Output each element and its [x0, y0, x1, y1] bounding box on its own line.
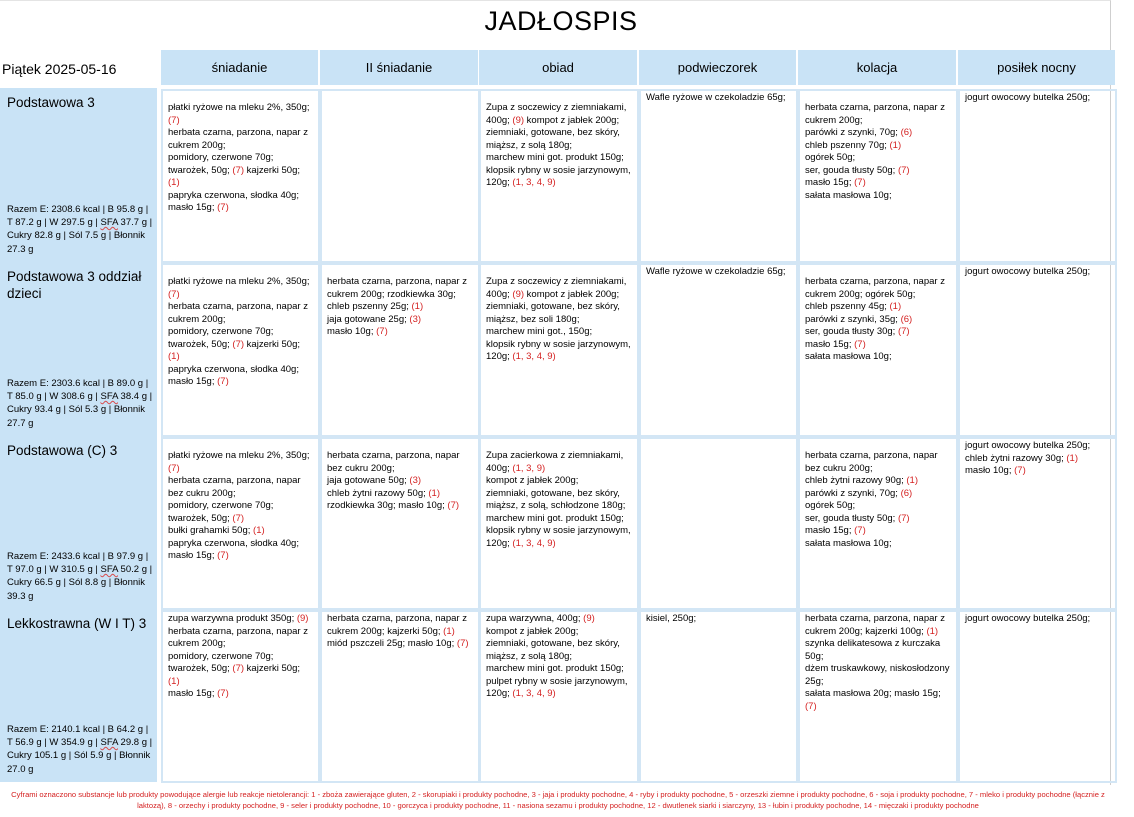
allergen-code: (7)	[232, 164, 245, 176]
allergen-code: (7)	[217, 688, 229, 699]
allergen-code: (1, 3, 9)	[512, 462, 546, 474]
menu-date: Piątek 2025-05-16	[2, 61, 117, 77]
menu-cell-posi-ek-nocny: jogurt owocowy butelka 250g;	[958, 263, 1117, 437]
menu-cell-obiad: zupa warzywna, 400g; (9) kompot z jabłek 200g; ziemniaki, gotowane, bez skóry, miąższ, z solą 180g; marchew mini got. produkt 150g; pulpet rybny w sosie jarzynowym, 120g; (1, 3, 4, 9)	[479, 610, 639, 783]
allergen-code: (1)	[168, 351, 180, 362]
allergen-code: (7)	[232, 663, 245, 674]
allergen-code: (1, 3, 4, 9)	[512, 537, 556, 549]
diet-header-podstawowa-c-3	[0, 436, 157, 609]
meal-header-kolacja: kolacja	[798, 50, 956, 85]
diet-nutrition-summary: Razem E: 2433.6 kcal | B 97.9 g | T 97.0 g | W 310.5 g | SFA 50.2 g | Cukry 66.5 g | Sól 8.8 g | Błonnik 39.3 g	[7, 550, 153, 602]
meal-header-obiad: obiad	[479, 50, 637, 85]
page-title: JADŁOSPIS	[484, 6, 638, 36]
diet-name: Podstawowa 3 oddział dzieci	[7, 269, 142, 301]
allergen-code: (7)	[854, 525, 866, 536]
menu-cell-kolacja: herbata czarna, parzona, napar z cukrem 200g; kajzerki 100g; (1) szynka delikatesowa z kurczaka 50g; dżem truskawkowy, niskosłodzony 25g; sałata masłowa 20g; masło 15g; (7)	[798, 610, 958, 783]
diet-nutrition-summary: Razem E: 2303.6 kcal | B 89.0 g | T 85.0 g | W 308.6 g | SFA 38.4 g | Cukry 93.4 g | Sól 5.3 g | Błonnik 27.7 g	[7, 377, 153, 429]
allergen-code: (7)	[1014, 465, 1026, 476]
allergen-code: (1)	[906, 475, 919, 486]
menu-cell-podwieczorek: Wafle ryżowe w czekoladzie 65g;	[639, 263, 798, 437]
allergen-code: (3)	[409, 475, 422, 486]
allergen-code: (1, 3, 4, 9)	[512, 351, 556, 362]
menu-cell-ii-niadanie	[320, 89, 480, 263]
allergen-code: (1)	[253, 525, 265, 536]
allergen-code: (1)	[168, 675, 180, 687]
allergen-code: (7)	[805, 700, 817, 712]
diet-name: Podstawowa 3	[7, 95, 95, 110]
menu-cell-posi-ek-nocny: jogurt owocowy butelka 250g;	[958, 89, 1117, 263]
diet-nutrition-summary: Razem E: 2140.1 kcal | B 64.2 g | T 56.9 g | W 354.9 g | SFA 29.8 g | Cukry 105.1 g | Sól 5.9 g | Błonnik 27.0 g	[7, 723, 153, 775]
menu-cell-niadanie: płatki ryżowe na mleku 2%, 350g; (7) herbata czarna, parzona, napar z cukrem 200g; pomidory, czerwone 70g; twarożek, 50g; (7) kajzerki 50g; (1) papryka czerwona, słodka 40g; masło 15g; (7)	[161, 263, 320, 437]
menu-cell-niadanie: płatki ryżowe na mleku 2%, 350g; (7) herbata czarna, parzona, napar z cukrem 200g; pomidory, czerwone 70g; twarożek, 50g; (7) kajzerki 50g; (1) papryka czerwona, słodka 40g; masło 15g; (7)	[161, 89, 320, 263]
allergen-code: (6)	[900, 127, 913, 138]
diet-header-lekkostrawna-w-i-t-3	[0, 609, 157, 782]
allergen-code: (1)	[889, 301, 902, 312]
allergen-code: (1)	[411, 301, 424, 312]
menu-cell-niadanie: płatki ryżowe na mleku 2%, 350g; (7) herbata czarna, parzona, napar bez cukru 200g; pomidory, czerwone 70g; twarożek, 50g; (7) bułki grahamki 50g; (1) papryka czerwona, słodka 40g; masło 15g; (7)	[161, 437, 320, 610]
menu-cell-ii-niadanie: herbata czarna, parzona, napar z cukrem 200g; kajzerki 50g; (1) miód pszczeli 25g; masło 10g; (7)	[320, 610, 480, 783]
allergen-code: (7)	[376, 326, 388, 337]
allergen-code: (7)	[232, 512, 245, 524]
menu-cell-kolacja: herbata czarna, parzona, napar z cukrem 200g; parówki z szynki, 70g; (6) chleb pszenny 70g; (1) ogórek 50g; ser, gouda tłusty 50g; (7) masło 15g; (7) sałata masłowa 10g;	[798, 89, 958, 263]
allergen-code: (7)	[456, 638, 469, 649]
allergen-code: (9)	[583, 613, 595, 624]
menu-cell-kolacja: herbata czarna, parzona, napar z cukrem 200g; ogórek 50g; chleb pszenny 45g; (1) parówki z szynki, 35g; (6) ser, gouda tłusty 30g; (7) masło 15g; (7) sałata masłowa 10g;	[798, 263, 958, 437]
allergen-code: (1)	[889, 139, 902, 151]
allergen-code: (7)	[168, 288, 180, 300]
menu-cell-kolacja: herbata czarna, parzona, napar bez cukru 200g; chleb żytni razowy 90g; (1) parówki z szynki, 70g; (6) ogórek 50g; ser, gouda tłusty 50g; (7) masło 15g; (7) sałata masłowa 10g;	[798, 437, 958, 610]
menu-cell-ii-niadanie: herbata czarna, parzona, napar bez cukru 200g; jaja gotowane 50g; (3) chleb żytni razowy 50g; (1) rzodkiewka 30g; masło 10g; (7)	[320, 437, 480, 610]
diet-name: Podstawowa (C) 3	[7, 443, 118, 458]
allergen-code: (1, 3, 4, 9)	[512, 177, 556, 188]
allergen-code: (7)	[897, 326, 910, 337]
allergen-code: (9)	[512, 288, 525, 300]
allergen-code: (6)	[900, 313, 913, 325]
meal-header-ii-niadanie: II śniadanie	[320, 50, 478, 85]
diet-nutrition-summary: Razem E: 2308.6 kcal | B 95.8 g | T 87.2 g | W 297.5 g | SFA 37.7 g | Cukry 82.8 g | Sól 7.5 g | Błonnik 27.3 g	[7, 203, 153, 255]
menu-cell-posi-ek-nocny: jogurt owocowy butelka 250g;	[958, 610, 1117, 783]
allergen-code: (9)	[512, 114, 525, 126]
menu-cell-obiad: Zupa z soczewicy z ziemniakami, 400g; (9) kompot z jabłek 200g; ziemniaki, gotowane, bez skóry, miąższ, bez soli 180g; marchew mini got., 150g; klopsik rybny w sosie jarzynowym, 120g; (1, 3, 4, 9)	[479, 263, 639, 437]
menu-cell-podwieczorek: Wafle ryżowe w czekoladzie 65g;	[639, 89, 798, 263]
allergen-code: (1)	[443, 625, 455, 637]
allergen-code: (1)	[926, 625, 939, 637]
allergen-code: (7)	[854, 177, 866, 188]
diet-header-podstawowa-3-oddzia-dzieci	[0, 262, 157, 436]
meal-header-posi-ek-nocny: posiłek nocny	[958, 50, 1115, 85]
diet-header-podstawowa-3	[0, 88, 157, 262]
menu-cell-obiad: Zupa z soczewicy z ziemniakami, 400g; (9) kompot z jabłek 200g; ziemniaki, gotowane, bez skóry, miąższ, z solą 180g; marchew mini got. produkt 150g; klopsik rybny w sosie jarzynowym, 120g; (1, 3, 4, 9)	[479, 89, 639, 263]
allergen-code: (1)	[1066, 452, 1079, 464]
menu-cell-ii-niadanie: herbata czarna, parzona, napar z cukrem 200g; rzodkiewka 30g; chleb pszenny 25g; (1) jaja gotowane 25g; (3) masło 10g; (7)	[320, 263, 480, 437]
allergen-code: (7)	[447, 500, 460, 511]
menu-cell-niadanie: zupa warzywna produkt 350g; (9) herbata czarna, parzona, napar z cukrem 200g; pomidory, czerwone 70g; twarożek, 50g; (7) kajzerki 50g; (1) masło 15g; (7)	[161, 610, 320, 783]
allergen-legend: Cyframi oznaczono substancje lub produkty powodujące alergie lub reakcje nietolerancji: 1 - zboża zawierające gluten, 2 - skorupiaki i produkty pochodne, 3 - jaja i produkty pochodne, 4 - ryby i produkty pochodne, 5 - orzeszki ziemne i produkty pochodne, 6 - soja i produkty pochodne, 7 - mleko i produkty pochodne (łącznie z laktozą), 8 - orzechy i produkty pochodne, 9 - seler i produkty pochodne, 10 - gorczyca i produkty pochodne, 11 - nasiona sezamu i produkty pochodne, 12 - dwutlenek siarki i siarczyny, 13 - łubin i produkty pochodne, 14 - mięczaki i produkty pochodne	[11, 790, 1105, 810]
meal-header-podwieczorek: podwieczorek	[639, 50, 796, 85]
meal-header-niadanie: śniadanie	[161, 50, 318, 85]
allergen-code: (7)	[168, 114, 180, 126]
allergen-code: (7)	[232, 338, 245, 350]
diet-name: Lekkostrawna (W I T) 3	[7, 616, 147, 631]
allergen-code: (3)	[409, 313, 422, 325]
allergen-code: (7)	[217, 376, 229, 387]
menu-cell-obiad: Zupa zacierkowa z ziemniakami, 400g; (1, 3, 9) kompot z jabłek 200g; ziemniaki, gotowane, bez skóry, miąższ, z solą, schłodzone 180g; marchew mini got. produkt 150g; klopsik rybny w sosie jarzynowym, 120g; (1, 3, 4, 9)	[479, 437, 639, 610]
allergen-code: (7)	[897, 512, 910, 524]
allergen-code: (7)	[217, 550, 229, 561]
allergen-code: (1, 3, 4, 9)	[512, 688, 556, 699]
menu-cell-posi-ek-nocny: jogurt owocowy butelka 250g; chleb żytni razowy 30g; (1) masło 10g; (7)	[958, 437, 1117, 610]
allergen-code: (7)	[897, 164, 910, 176]
menu-cell-podwieczorek: kisiel, 250g;	[639, 610, 798, 783]
allergen-code: (6)	[900, 487, 913, 499]
menu-cell-podwieczorek	[639, 437, 798, 610]
allergen-code: (1)	[428, 487, 441, 499]
allergen-code: (7)	[168, 462, 180, 474]
allergen-code: (9)	[296, 613, 309, 624]
allergen-code: (7)	[854, 338, 866, 350]
allergen-code: (1)	[168, 177, 180, 188]
allergen-code: (7)	[217, 202, 229, 213]
